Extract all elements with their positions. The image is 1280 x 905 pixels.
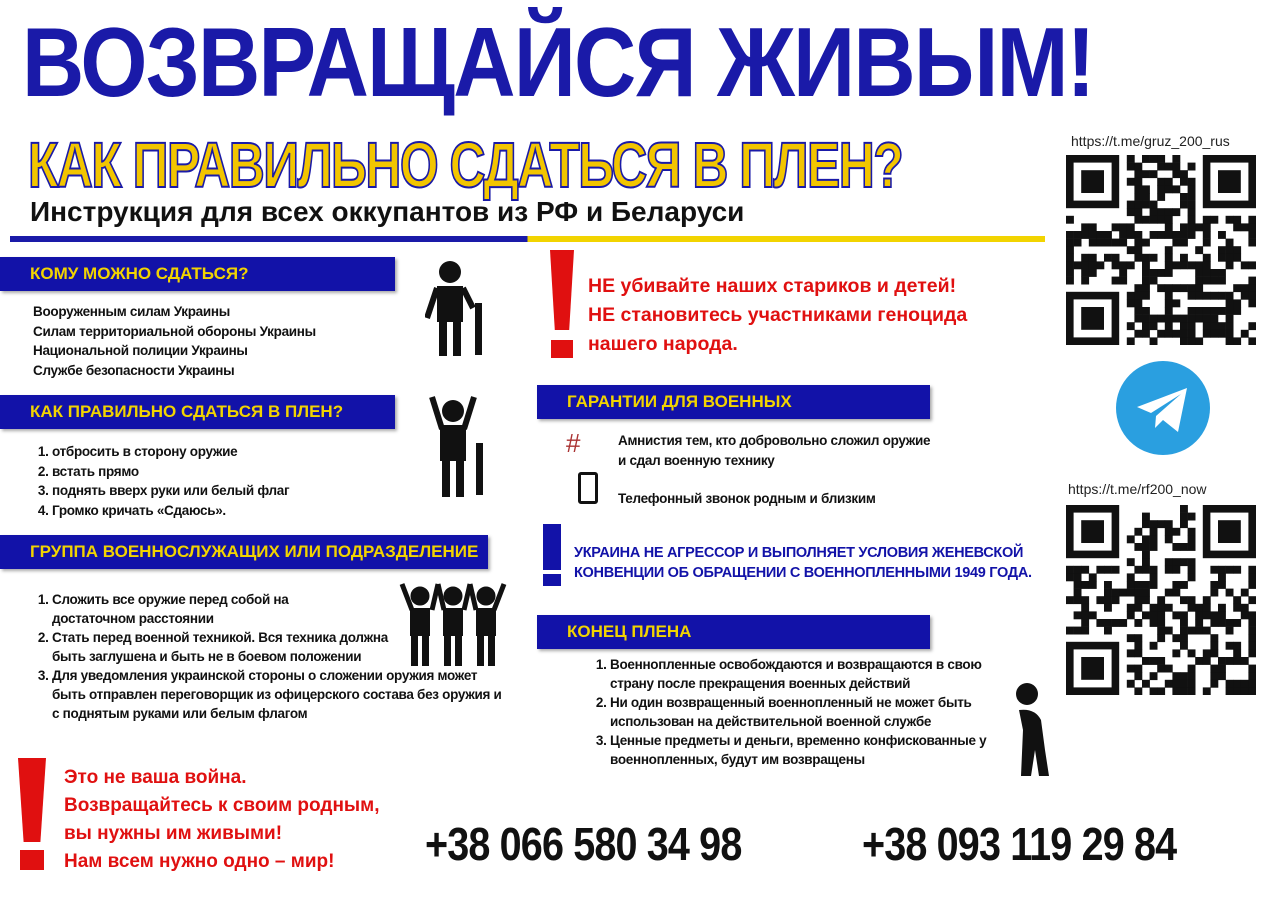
appeal-line: Нам всем нужно одно – мир! [64, 851, 335, 872]
warning-line: НЕ становитесь участниками геноцида [588, 304, 968, 326]
list-item: Вооруженным силам Украины [33, 304, 230, 319]
warning-text [588, 272, 967, 359]
appeal-line: Это не ваша война. [64, 767, 247, 788]
phone-icon [578, 472, 598, 504]
exclamation-icon [543, 524, 561, 570]
list-item: 3. Ценные предметы и деньги, временно конфискованные у военнопленных, будут им возвращены [610, 731, 1020, 769]
phone-number[interactable]: +38 066 580 34 98 [425, 818, 742, 870]
list-item: 3. Для уведомления украинской стороны о сложении оружия может быть отправлен переговорщик из офицерского состава без оружия и с поднятым руками или белым флагом [52, 666, 512, 723]
exclamation-icon [18, 758, 46, 840]
group-heading: ГРУППА ВОЕННОСЛУЖАЩИХ ИЛИ ПОДРАЗДЕЛЕНИЕ [0, 535, 488, 569]
qr-code [1066, 155, 1256, 345]
appeal-text [64, 764, 380, 876]
soldier-group-icon [398, 582, 508, 667]
list-item: 1. Военнопленные освобождаются и возвращаются в свою страну после прекращения военных действий [610, 655, 1020, 693]
divider [10, 236, 1045, 242]
soldier-standing-icon [425, 258, 495, 358]
how-list [32, 442, 289, 520]
guarantees-heading: ГАРАНТИИ ДЛЯ ВОЕННЫХ [537, 385, 930, 419]
telegram-icon[interactable] [1115, 360, 1211, 456]
main-title: ВОЗВРАЩАЙСЯ ЖИВЫМ! [22, 7, 1094, 117]
geneva-line: УКРАИНА НЕ АГРЕССОР И ВЫПОЛНЯЕТ УСЛОВИЯ ЖЕНЕВСКОЙ [574, 545, 1024, 561]
guarantee-item: Телефонный звонок родным и близким [618, 491, 876, 506]
instruction: Инструкция для всех оккупантов из РФ и Беларуси [30, 196, 745, 227]
list-item: 1. Сложить все оружие перед собой на достаточном расстоянии [52, 590, 312, 628]
geneva-line: КОНВЕНЦИИ ОБ ОБРАЩЕНИИ С ВОЕННОПЛЕННЫМИ 1949 ГОДА. [574, 565, 1032, 581]
soldier-hands-up-icon [428, 393, 498, 503]
end-heading: КОНЕЦ ПЛЕНА [537, 615, 930, 649]
telegram-link[interactable]: https://t.me/gruz_200_rus [1071, 133, 1230, 149]
end-list [590, 655, 1020, 769]
warning-line: нашего народа. [588, 333, 738, 355]
list-item: 2. встать прямо [52, 462, 289, 482]
subtitle: КАК ПРАВИЛЬНО СДАТЬСЯ В ПЛЕН? [28, 129, 903, 201]
warning-line: НЕ убивайте наших стариков и детей! [588, 275, 957, 297]
appeal-line: Возвращайтесь к своим родным, [64, 795, 380, 816]
list-item: 1. отбросить в сторону оружие [52, 442, 289, 462]
list-item: 3. поднять вверх руки или белый флаг [52, 481, 289, 501]
who-heading: КОМУ МОЖНО СДАТЬСЯ? [0, 257, 395, 291]
exclamation-dot [543, 574, 561, 586]
list-item: 2. Ни один возвращенный военнопленный не может быть использован на действительной военной службе [610, 693, 1020, 731]
list-item: Службе безопасности Украины [33, 362, 235, 378]
list-item: Силам территориальной обороны Украины [33, 323, 316, 339]
guarantee-text: и сдал военную технику [618, 452, 775, 468]
phone-number[interactable]: +38 093 119 29 84 [862, 818, 1177, 870]
qr-code [1066, 505, 1256, 695]
guarantee-text: Амнистия тем, кто добровольно сложил оружие [618, 433, 931, 448]
list-item: 4. Громко кричать «Сдаюсь». [52, 501, 289, 521]
geneva-text [574, 543, 1032, 583]
prisoner-icon [1005, 680, 1055, 780]
exclamation-icon [550, 250, 574, 330]
list-item: Национальной полиции Украины [33, 343, 248, 358]
amnesty-icon: # [566, 428, 581, 458]
who-list [33, 302, 316, 380]
appeal-line: вы нужны им живыми! [64, 823, 283, 844]
exclamation-dot [551, 340, 573, 358]
how-heading: КАК ПРАВИЛЬНО СДАТЬСЯ В ПЛЕН? [0, 395, 395, 429]
telegram-link[interactable]: https://t.me/rf200_now [1068, 481, 1207, 497]
exclamation-dot [20, 850, 44, 870]
list-item: 2. Стать перед военной техникой. Вся техника должна быть заглушена и быть не в боевом положении [52, 628, 392, 666]
guarantee-item [618, 431, 930, 470]
